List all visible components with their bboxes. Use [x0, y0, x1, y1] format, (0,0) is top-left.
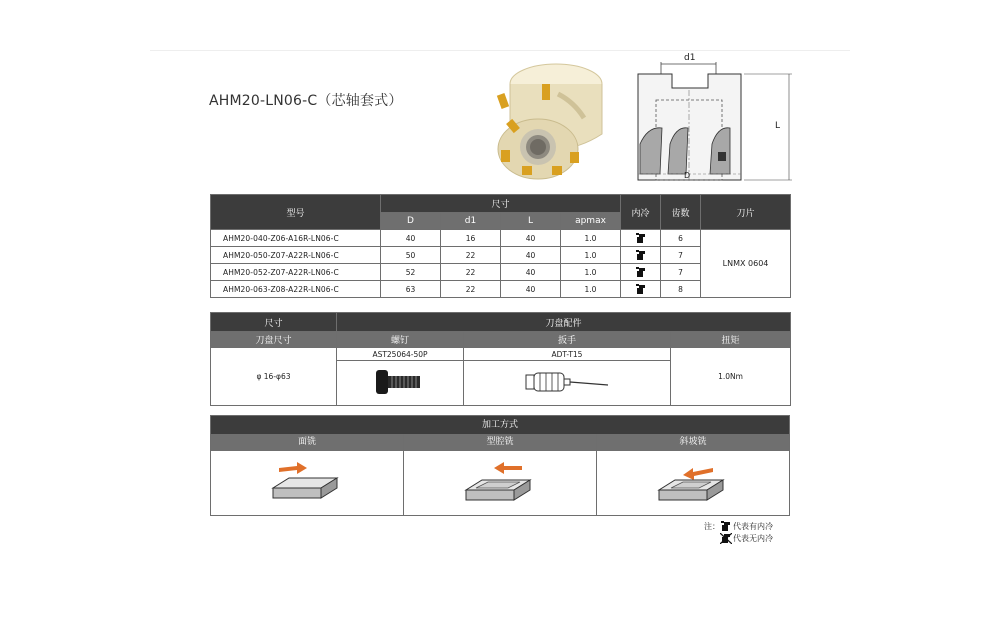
- apmax-cell: 1.0: [561, 247, 621, 264]
- header-teeth: 齿数: [661, 195, 701, 230]
- coolant-cell: [621, 281, 661, 298]
- torque-header: 扭矩: [671, 332, 791, 348]
- note-with-coolant: 代表有内冷: [733, 521, 773, 531]
- wrench-image-cell: [464, 361, 671, 406]
- screw-image-cell: [337, 361, 464, 406]
- method-label: 型腔铣: [404, 434, 596, 451]
- d1-cell: 22: [441, 264, 501, 281]
- machining-header: 加工方式: [211, 416, 789, 434]
- d1-cell: 22: [441, 281, 501, 298]
- model-cell: AHM20-050-Z07-A22R-LN06-C: [211, 247, 381, 264]
- header-size: 尺寸: [381, 195, 621, 213]
- dim-d1-label: d1: [684, 53, 696, 63]
- L-cell: 40: [501, 264, 561, 281]
- table-row: [211, 230, 791, 247]
- L-cell: 40: [501, 247, 561, 264]
- machining-method: [404, 434, 597, 515]
- coolant-cell: [621, 230, 661, 247]
- D-cell: 40: [381, 230, 441, 247]
- coolant-note: [704, 520, 773, 544]
- header-coolant: 内冷: [621, 195, 661, 230]
- model-cell: AHM20-040-Z06-A16R-LN06-C: [211, 230, 381, 247]
- L-cell: 40: [501, 281, 561, 298]
- torque-value: 1.0Nm: [671, 348, 791, 406]
- wrench-part-number: ADT-T15: [464, 348, 671, 361]
- accessories-table: [210, 312, 791, 406]
- acc-size-header: 尺寸: [211, 313, 337, 332]
- acc-parts-header: 刀盘配件: [337, 313, 791, 332]
- teeth-cell: 8: [661, 281, 701, 298]
- insert-cell: LNMX 0604: [701, 230, 791, 298]
- model-cell: AHM20-052-Z07-A22R-LN06-C: [211, 264, 381, 281]
- spec-table: [210, 194, 791, 298]
- header-apmax: apmax: [561, 213, 621, 230]
- machining-section: [210, 415, 790, 516]
- machining-method: [211, 434, 404, 515]
- header-d1: d1: [441, 213, 501, 230]
- cutter-photo: [488, 54, 608, 184]
- screw-part-number: AST25064-50P: [337, 348, 464, 361]
- D-cell: 63: [381, 281, 441, 298]
- dim-L-label: L: [775, 121, 781, 131]
- L-cell: 40: [501, 230, 561, 247]
- d1-cell: 16: [441, 230, 501, 247]
- model-cell: AHM20-063-Z08-A22R-LN06-C: [211, 281, 381, 298]
- internal-coolant-icon: [635, 232, 647, 244]
- teeth-cell: 6: [661, 230, 701, 247]
- dim-D-label: D: [684, 171, 691, 180]
- screw-header: 螺钉: [337, 332, 464, 348]
- product-title: AHM20-LN06-C（芯轴套式）: [209, 93, 403, 109]
- wrench-icon: [522, 367, 612, 397]
- apmax-cell: 1.0: [561, 264, 621, 281]
- method-label: 斜坡铣: [597, 434, 789, 451]
- header-model: 型号: [211, 195, 381, 230]
- apmax-cell: 1.0: [561, 281, 621, 298]
- teeth-cell: 7: [661, 264, 701, 281]
- pocket-milling-icon: [460, 458, 540, 508]
- internal-coolant-icon: [635, 283, 647, 295]
- cutter-size-value: φ 16-φ63: [211, 348, 337, 406]
- coolant-cell: [621, 247, 661, 264]
- method-label: 面铣: [211, 434, 403, 451]
- teeth-cell: 7: [661, 247, 701, 264]
- internal-coolant-icon: [635, 266, 647, 278]
- header-insert: 刀片: [701, 195, 791, 230]
- coolant-cell: [621, 264, 661, 281]
- note-without-coolant: 代表无内冷: [733, 533, 773, 543]
- note-prefix: 注：: [704, 521, 720, 531]
- header-L: L: [501, 213, 561, 230]
- d1-cell: 22: [441, 247, 501, 264]
- no-coolant-icon: [720, 533, 732, 544]
- cutter-drawing: [626, 48, 796, 186]
- internal-coolant-icon: [635, 249, 647, 261]
- internal-coolant-icon: [720, 521, 732, 532]
- ramp-milling-icon: [653, 458, 733, 508]
- face-milling-icon: [267, 458, 347, 508]
- D-cell: 50: [381, 247, 441, 264]
- cutter-size-header: 刀盘尺寸: [211, 332, 337, 348]
- apmax-cell: 1.0: [561, 230, 621, 247]
- wrench-header: 扳手: [464, 332, 671, 348]
- header-D: D: [381, 213, 441, 230]
- screw-icon: [370, 365, 430, 399]
- machining-method: [597, 434, 789, 515]
- D-cell: 52: [381, 264, 441, 281]
